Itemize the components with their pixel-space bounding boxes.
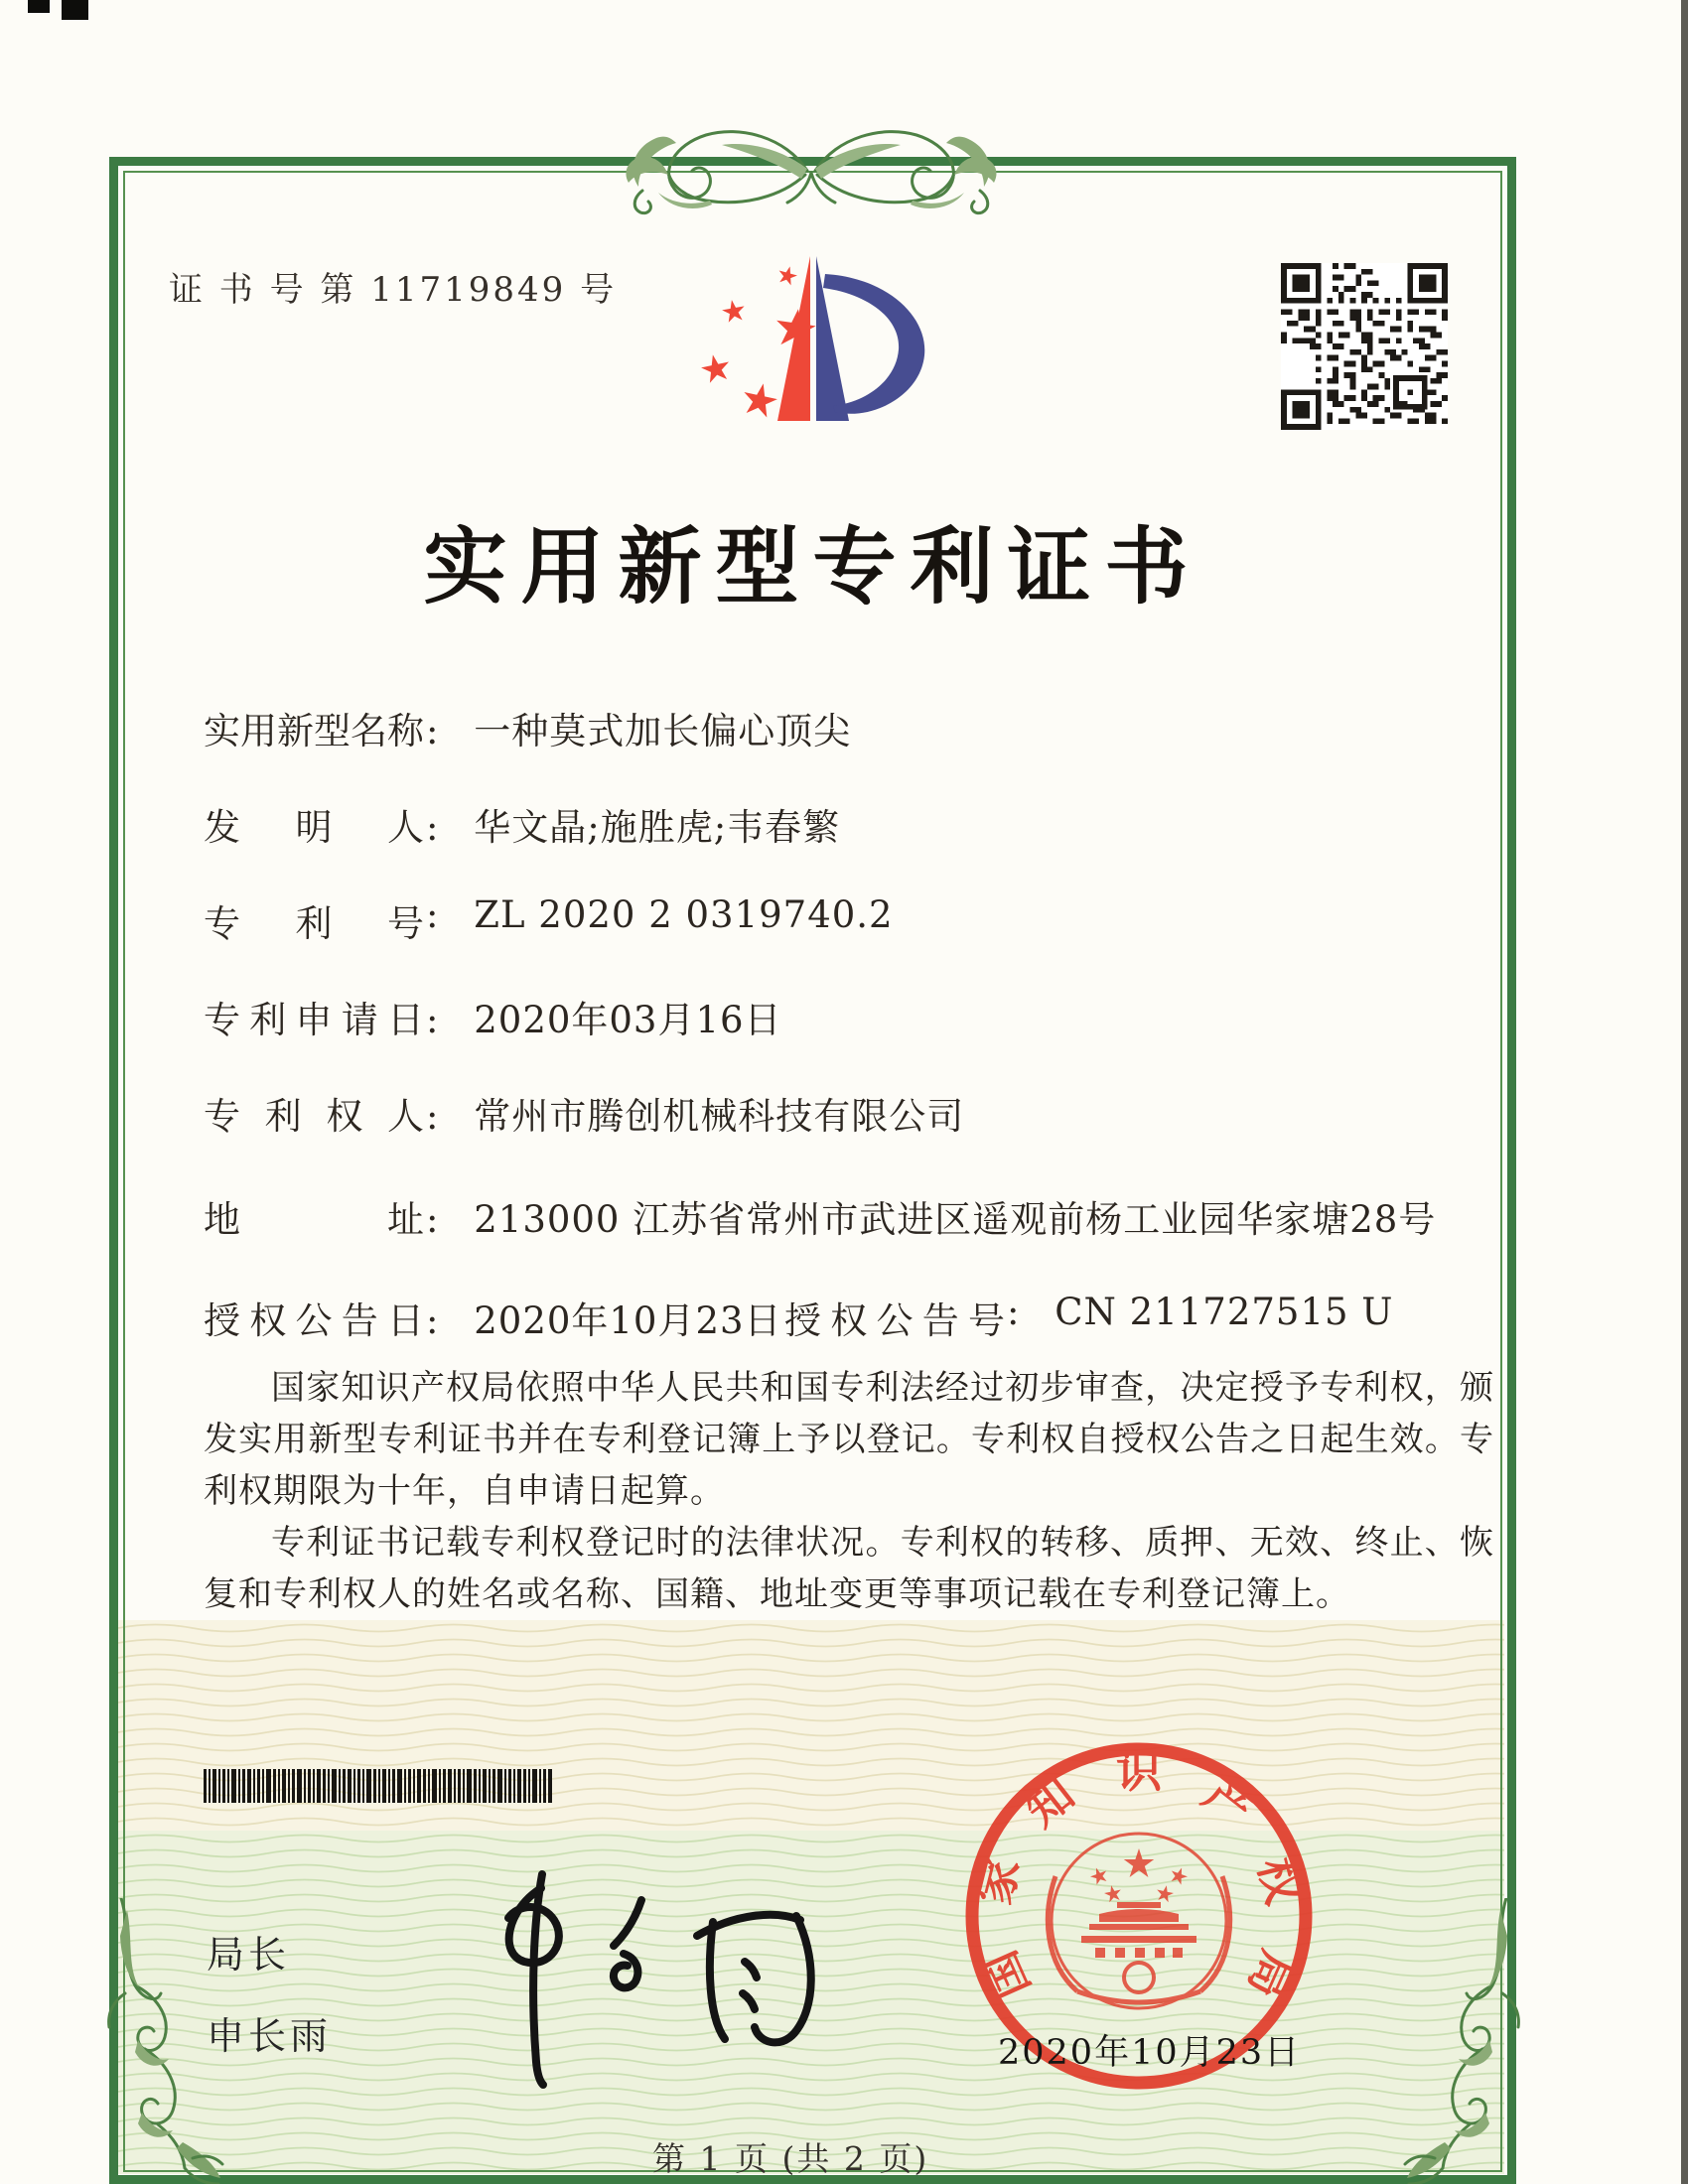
scan-edge-shadow bbox=[1681, 0, 1688, 2184]
field-row-utility-model-name bbox=[204, 701, 851, 754]
field-value: 华文晶;施胜虎;韦春繁 bbox=[474, 806, 841, 849]
field-label: 地址 bbox=[204, 1198, 424, 1241]
legal-paragraph-2: 专利证书记载专利权登记时的法律状况。专利权的转移、质押、无效、终止、恢复和专利权人的姓名或名称、国籍、地址变更等事项记载在专利登记簿上。 bbox=[204, 1523, 1494, 1614]
qr-code bbox=[1281, 263, 1448, 430]
field-label: 实用新型名称 bbox=[204, 710, 424, 752]
field-colon: : bbox=[426, 1299, 439, 1342]
legal-paragraph-1: 国家知识产权局依照中华人民共和国专利法经过初步审查，决定授予专利权，颁发实用新型专利证书并在专利登记簿上予以登记。专利权自授权公告之日起生效。专利权期限为十年，自申请日起算。 bbox=[204, 1368, 1494, 1511]
field-colon: : bbox=[426, 893, 439, 936]
field-value: ZL 2020 2 0319740.2 bbox=[474, 893, 894, 936]
page-number: 第 1 页 (共 2 页) bbox=[652, 2139, 929, 2178]
field-row-address bbox=[204, 1189, 1436, 1243]
bottom-right-flourish-ornament bbox=[1375, 1898, 1524, 2184]
national-emblem-icon bbox=[1048, 1834, 1229, 2008]
seal-char: 家 bbox=[966, 1851, 1031, 1910]
field-label: 专利权人 bbox=[204, 1095, 424, 1138]
field-colon: : bbox=[426, 710, 439, 752]
director-title: 局长 bbox=[207, 1933, 291, 1977]
field-value: 213000 江苏省常州市武进区遥观前杨工业园华家塘28号 bbox=[474, 1198, 1437, 1241]
scan-artifact bbox=[28, 0, 50, 13]
field-value: CN 211727515 U bbox=[1055, 1291, 1394, 1333]
field-row-patent-number bbox=[204, 893, 894, 947]
field-value: 常州市腾创机械科技有限公司 bbox=[474, 1095, 965, 1138]
field-colon: : bbox=[426, 806, 439, 849]
seal-char: 识 bbox=[1116, 1744, 1162, 1798]
field-colon: : bbox=[426, 999, 439, 1041]
field-label: 专利申请日 bbox=[204, 999, 424, 1041]
field-row-filing-date bbox=[204, 990, 782, 1043]
field-row-inventors bbox=[204, 797, 840, 851]
field-label: 发明人 bbox=[204, 806, 424, 849]
seal-char: 知 bbox=[1015, 1766, 1084, 1838]
field-colon: : bbox=[426, 1095, 439, 1138]
field-label: 授权公告号 bbox=[784, 1299, 1005, 1342]
field-value: 2020年10月23日 bbox=[474, 1299, 782, 1342]
field-label: 专利号 bbox=[204, 902, 424, 945]
top-flourish-ornament bbox=[573, 111, 1050, 222]
scan-artifact bbox=[62, 0, 88, 20]
grant-date-group bbox=[204, 1299, 782, 1342]
certificate-number: 证 书 号 第 11719849 号 bbox=[169, 270, 618, 310]
legal-text-block bbox=[204, 1362, 1494, 1620]
seal-date: 2020年10月23日 bbox=[998, 2033, 1302, 2073]
director-name: 申长雨 bbox=[207, 2014, 333, 2058]
field-label: 授权公告日 bbox=[204, 1299, 424, 1342]
field-row-grant-date-and-number bbox=[204, 1291, 1494, 1344]
field-value: 一种莫式加长偏心顶尖 bbox=[474, 710, 852, 752]
handwritten-signature bbox=[447, 1858, 824, 2102]
seal-char: 权 bbox=[1247, 1851, 1312, 1910]
cnipa-logo-icon bbox=[690, 250, 933, 434]
field-colon: : bbox=[1007, 1291, 1020, 1333]
barcode bbox=[204, 1769, 553, 1805]
field-colon: : bbox=[426, 1198, 439, 1241]
grant-number-group bbox=[784, 1291, 1394, 1344]
field-row-patentee bbox=[204, 1086, 964, 1140]
seal-char: 产 bbox=[1194, 1766, 1263, 1838]
field-value: 2020年03月16日 bbox=[474, 999, 782, 1041]
seal-char: 局 bbox=[1237, 1943, 1306, 2007]
seal-char: 国 bbox=[972, 1943, 1041, 2007]
document-title: 实用新型专利证书 bbox=[423, 517, 1202, 615]
